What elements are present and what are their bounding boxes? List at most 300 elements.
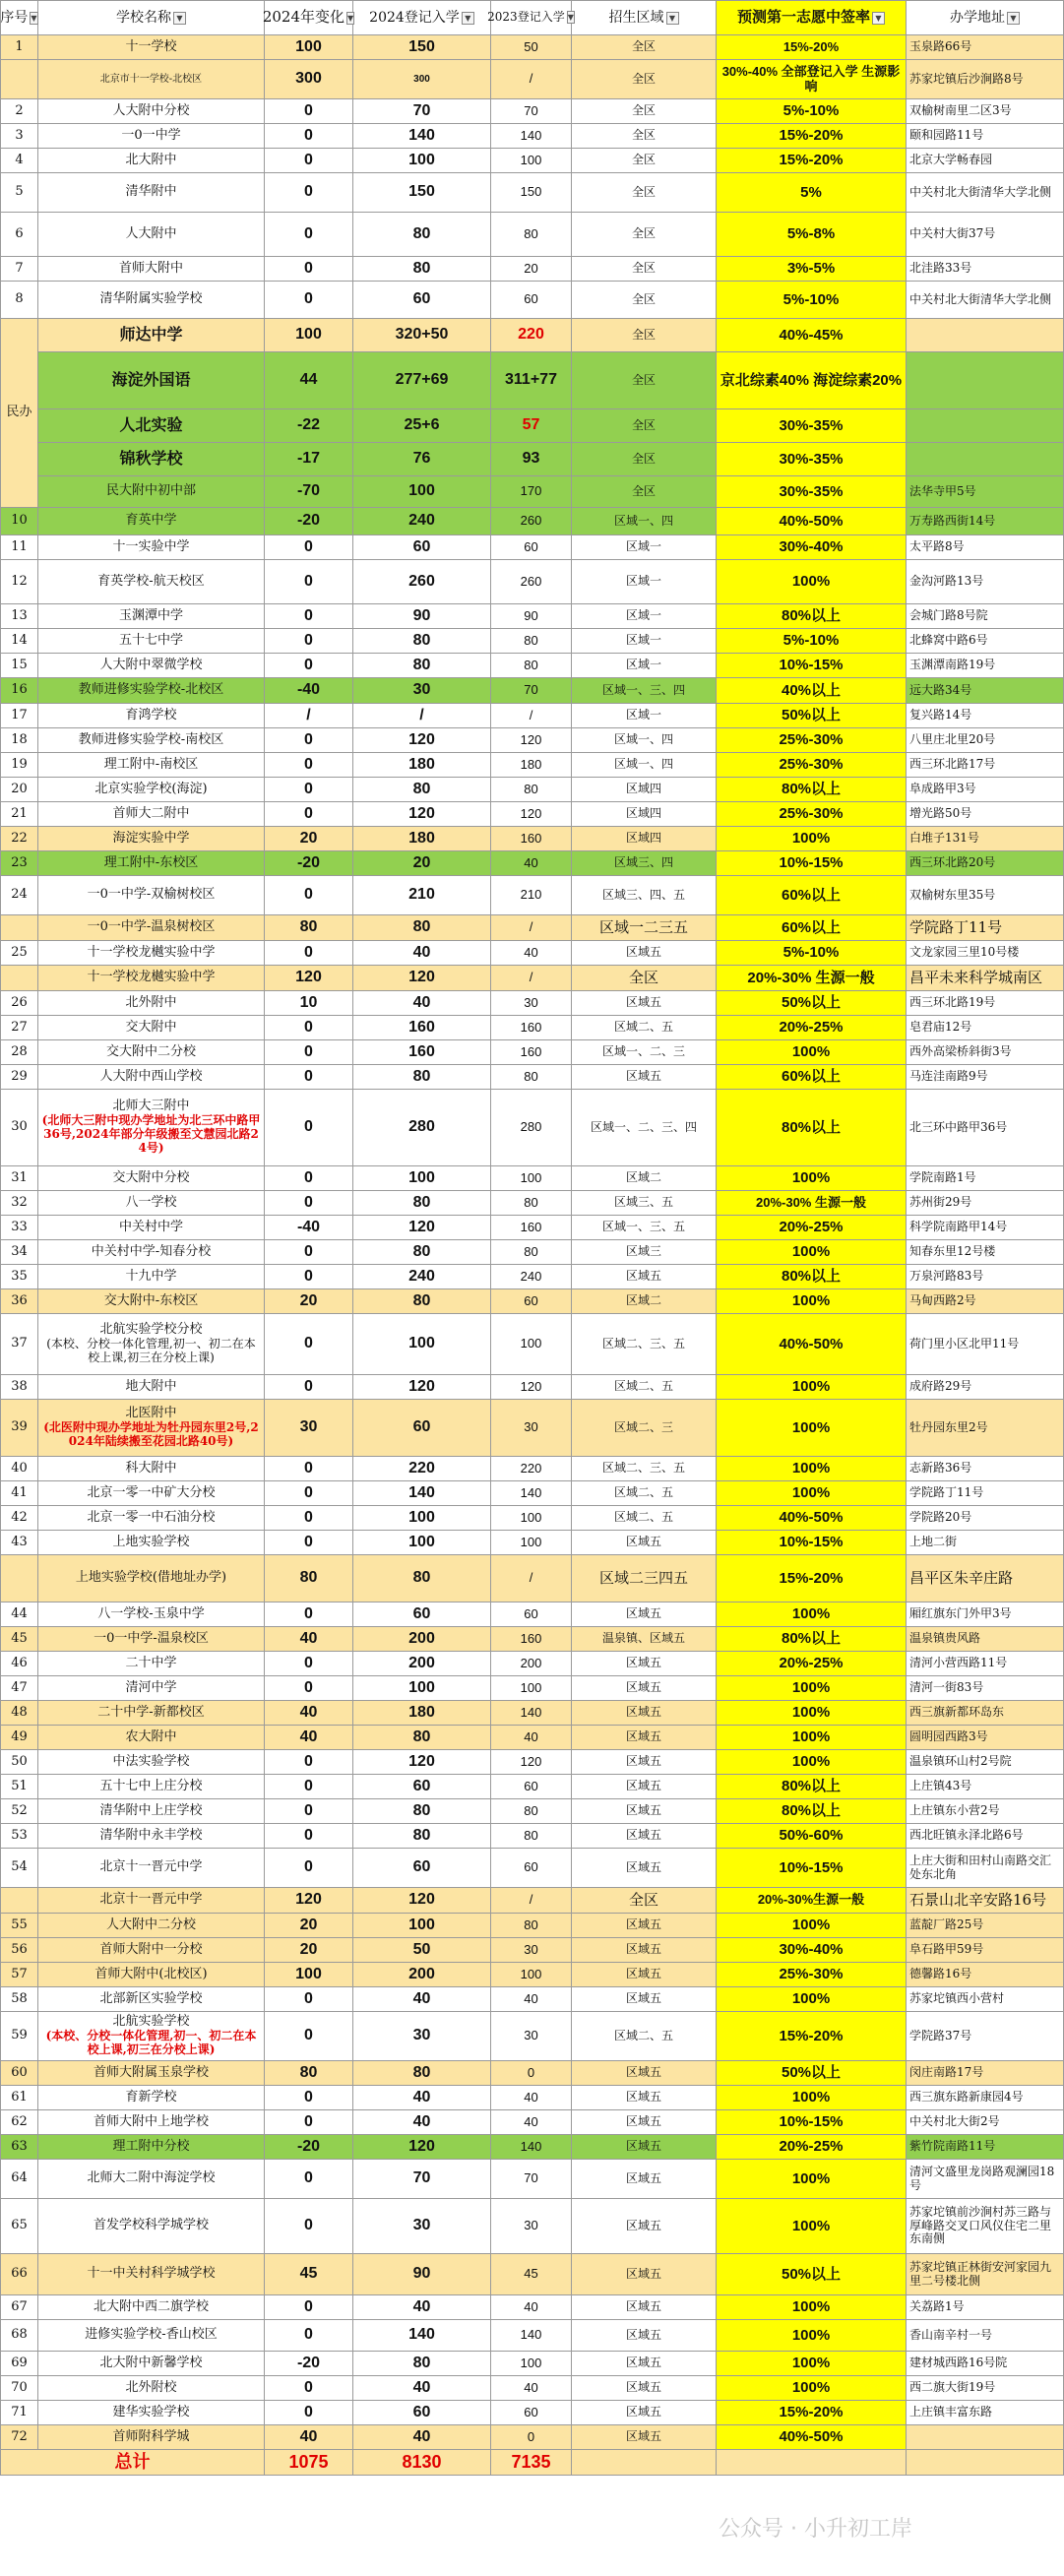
school-address: 学院路20号 bbox=[907, 1506, 1064, 1531]
table-row bbox=[1, 1240, 1064, 1265]
change-2024: 0 bbox=[265, 604, 353, 629]
enroll-2023: 80 bbox=[491, 213, 572, 257]
enroll-2024: 300 bbox=[353, 60, 491, 99]
table-row bbox=[1, 1775, 1064, 1799]
school-name bbox=[38, 2061, 265, 2086]
school-name-text: 建华实验学校 bbox=[112, 2404, 190, 2419]
school-name-text: 首师大附中(北校区) bbox=[94, 1966, 208, 1981]
school-name bbox=[38, 991, 265, 1016]
enroll-2023: 160 bbox=[491, 1040, 572, 1065]
predicted-rate: 25%-30% bbox=[717, 728, 907, 753]
header-2024[interactable]: 2024登记入学 ▼ bbox=[353, 1, 491, 35]
enroll-area: 区域五 bbox=[572, 1676, 717, 1701]
enroll-2023: 70 bbox=[491, 2160, 572, 2199]
enroll-area: 全区 bbox=[572, 409, 717, 443]
enroll-2023: 80 bbox=[491, 1799, 572, 1824]
school-name bbox=[38, 753, 265, 778]
enroll-2024: 90 bbox=[353, 604, 491, 629]
school-name bbox=[38, 1289, 265, 1314]
change-2024: 20 bbox=[265, 1938, 353, 1963]
enroll-2024: 240 bbox=[353, 1265, 491, 1289]
school-address: 北三环中路甲36号 bbox=[907, 1090, 1064, 1166]
predicted-rate: 100% bbox=[717, 560, 907, 604]
enroll-area: 区域一 bbox=[572, 560, 717, 604]
school-name bbox=[38, 173, 265, 213]
filter-dropdown-icon[interactable]: ▼ bbox=[462, 12, 474, 25]
enroll-2024: 60 bbox=[353, 535, 491, 560]
enroll-2024: 150 bbox=[353, 35, 491, 60]
predicted-rate: 30%-35% bbox=[717, 443, 907, 476]
header-rate[interactable]: 预测第一志愿中签率 ▼ bbox=[717, 1, 907, 35]
filter-dropdown-icon[interactable]: ▼ bbox=[347, 13, 354, 23]
enroll-2024: 160 bbox=[353, 1016, 491, 1040]
enroll-2024: 120 bbox=[353, 966, 491, 991]
school-name bbox=[38, 1987, 265, 2012]
table-row bbox=[1, 409, 1064, 443]
change-2024: 0 bbox=[265, 2012, 353, 2061]
enroll-2024: 120 bbox=[353, 728, 491, 753]
enroll-area: 区域二、五 bbox=[572, 1375, 717, 1400]
enroll-2023: 80 bbox=[491, 1065, 572, 1090]
table-row bbox=[1, 476, 1064, 508]
filter-dropdown-icon[interactable]: ▼ bbox=[31, 13, 37, 23]
row-number: 38 bbox=[1, 1375, 38, 1400]
school-note: (北医附中现办学地址为牡丹园东里2号,2024年陆续搬至花园北路40号) bbox=[43, 1420, 259, 1448]
table-row bbox=[1, 827, 1064, 851]
predicted-rate: 100% bbox=[717, 2160, 907, 2199]
row-number: 3 bbox=[1, 124, 38, 149]
school-name bbox=[38, 535, 265, 560]
school-address: 学院路丁11号 bbox=[907, 915, 1064, 941]
row-number: 58 bbox=[1, 1987, 38, 2012]
school-name-text: 理工附中-东校区 bbox=[103, 854, 199, 870]
school-address: 德馨路16号 bbox=[907, 1963, 1064, 1987]
enroll-2024: 70 bbox=[353, 2160, 491, 2199]
row-number: 45 bbox=[1, 1627, 38, 1652]
table-row bbox=[1, 149, 1064, 173]
row-number: 40 bbox=[1, 1457, 38, 1481]
row-number: 50 bbox=[1, 1750, 38, 1775]
row-number: 22 bbox=[1, 827, 38, 851]
row-number: 12 bbox=[1, 560, 38, 604]
school-name-text: 北大附中新馨学校 bbox=[99, 2355, 203, 2370]
enroll-2023: 160 bbox=[491, 827, 572, 851]
table-row bbox=[1, 1824, 1064, 1849]
enroll-2023: 100 bbox=[491, 1314, 572, 1375]
school-name-text: 进修实验学校-香山校区 bbox=[85, 2327, 218, 2343]
change-2024: 20 bbox=[265, 1289, 353, 1314]
enroll-2023: / bbox=[491, 704, 572, 728]
enroll-area: 区域一、二、三、四 bbox=[572, 1090, 717, 1166]
school-name bbox=[38, 1914, 265, 1938]
change-2024: 20 bbox=[265, 1914, 353, 1938]
predicted-rate: 20%-25% bbox=[717, 1016, 907, 1040]
change-2024: 300 bbox=[265, 60, 353, 99]
school-name-text: 八一学校 bbox=[125, 1194, 177, 1210]
change-2024: 45 bbox=[265, 2254, 353, 2295]
row-number: 41 bbox=[1, 1481, 38, 1506]
row-number: 46 bbox=[1, 1652, 38, 1676]
school-name bbox=[38, 1040, 265, 1065]
filter-dropdown-icon[interactable]: ▼ bbox=[1007, 12, 1020, 25]
enroll-area: 区域五 bbox=[572, 1938, 717, 1963]
predicted-rate: 100% bbox=[717, 2199, 907, 2254]
enroll-2023: 100 bbox=[491, 1531, 572, 1555]
row-number bbox=[1, 915, 38, 941]
school-name-text: 交大附中二分校 bbox=[105, 1043, 196, 1059]
change-2024: 0 bbox=[265, 1265, 353, 1289]
header-2023[interactable]: 2023登记入学 ▼ bbox=[491, 1, 572, 35]
enroll-area: 区域二、三 bbox=[572, 1400, 717, 1457]
header-change[interactable]: 2024年变化 ▼ bbox=[265, 1, 353, 35]
enroll-area: 全区 bbox=[572, 319, 717, 352]
table-row bbox=[1, 2110, 1064, 2135]
table-row bbox=[1, 604, 1064, 629]
school-name-text: 教师进修实验学校-北校区 bbox=[78, 682, 224, 698]
enroll-area: 区域五 bbox=[572, 2376, 717, 2401]
change-2024: 30 bbox=[265, 1400, 353, 1457]
school-address bbox=[907, 443, 1064, 476]
table-row bbox=[1, 2295, 1064, 2320]
enroll-2024: 60 bbox=[353, 1849, 491, 1888]
table-row bbox=[1, 35, 1064, 60]
school-name-text: 人大附中翠微学校 bbox=[99, 657, 203, 672]
change-2024: 0 bbox=[265, 728, 353, 753]
table-row bbox=[1, 1065, 1064, 1090]
school-name-text: 二十中学 bbox=[125, 1655, 177, 1670]
school-name bbox=[38, 1726, 265, 1750]
predicted-rate: 100% bbox=[717, 1240, 907, 1265]
school-name-text: 交大附中-东校区 bbox=[103, 1292, 199, 1308]
school-name bbox=[38, 966, 265, 991]
school-address: 双榆树东里35号 bbox=[907, 876, 1064, 915]
predicted-rate: 15%-20% bbox=[717, 35, 907, 60]
row-number bbox=[1, 1555, 38, 1602]
enroll-area: 区域一、三、五 bbox=[572, 1216, 717, 1240]
school-name-text: 首师附科学城 bbox=[112, 2428, 190, 2444]
total-change: 1075 bbox=[265, 2450, 353, 2476]
school-name-text: 育英中学 bbox=[125, 513, 177, 529]
school-name-text: 一0一中学-温泉校区 bbox=[94, 1630, 209, 1646]
school-address: 温泉镇环山村2号院 bbox=[907, 1750, 1064, 1775]
change-2024: 0 bbox=[265, 2295, 353, 2320]
min-group-label: 民办 bbox=[1, 319, 38, 508]
table-row bbox=[1, 678, 1064, 704]
enroll-2024: 80 bbox=[353, 778, 491, 802]
table-row bbox=[1, 629, 1064, 654]
enroll-2023: 260 bbox=[491, 508, 572, 535]
school-address: 西北旺镇永泽北路6号 bbox=[907, 1824, 1064, 1849]
total-2024: 8130 bbox=[353, 2450, 491, 2476]
row-number: 17 bbox=[1, 704, 38, 728]
school-name bbox=[38, 2086, 265, 2110]
enroll-2024: 80 bbox=[353, 1824, 491, 1849]
row-number: 59 bbox=[1, 2012, 38, 2061]
enroll-area: 区域五 bbox=[572, 1824, 717, 1849]
enroll-2024: 100 bbox=[353, 1531, 491, 1555]
table-row bbox=[1, 2401, 1064, 2425]
enroll-2023: 160 bbox=[491, 1016, 572, 1040]
row-number: 28 bbox=[1, 1040, 38, 1065]
row-number: 25 bbox=[1, 941, 38, 966]
school-address: 增光路50号 bbox=[907, 802, 1064, 827]
predicted-rate: 100% bbox=[717, 2086, 907, 2110]
predicted-rate: 80%以上 bbox=[717, 1265, 907, 1289]
enroll-2023: 40 bbox=[491, 2295, 572, 2320]
predicted-rate: 100% bbox=[717, 1289, 907, 1314]
enroll-area: 全区 bbox=[572, 149, 717, 173]
enroll-2024: 80 bbox=[353, 1726, 491, 1750]
enroll-2023: 240 bbox=[491, 1265, 572, 1289]
table-row bbox=[1, 2135, 1064, 2160]
filter-dropdown-icon[interactable]: ▼ bbox=[666, 12, 679, 25]
school-name-text: 育英学校-航天校区 bbox=[97, 573, 205, 589]
school-name-text: 十一实验中学 bbox=[112, 538, 190, 554]
school-name bbox=[38, 2295, 265, 2320]
predicted-rate: 80%以上 bbox=[717, 604, 907, 629]
table-row bbox=[1, 1726, 1064, 1750]
school-name-text: 理工附中-南校区 bbox=[103, 756, 199, 772]
table-row bbox=[1, 2352, 1064, 2376]
enroll-area: 全区 bbox=[572, 99, 717, 124]
school-name-text: 育鸿学校 bbox=[125, 707, 177, 723]
header-address[interactable]: 办学地址 ▼ bbox=[907, 1, 1064, 35]
school-name bbox=[38, 282, 265, 319]
change-2024: 0 bbox=[265, 1314, 353, 1375]
enroll-2024: 80 bbox=[353, 654, 491, 678]
enroll-area: 区域五 bbox=[572, 1065, 717, 1090]
school-address: 香山南辛村一号 bbox=[907, 2320, 1064, 2352]
school-name bbox=[38, 2401, 265, 2425]
school-name-text: 首师大附中一分校 bbox=[99, 1941, 203, 1957]
change-2024: 0 bbox=[265, 535, 353, 560]
school-name-text: 人大附中分校 bbox=[112, 102, 190, 118]
school-name-text: 首发学校科学城学校 bbox=[93, 2218, 209, 2233]
enroll-2023: 60 bbox=[491, 1289, 572, 1314]
school-address: 闵庄南路17号 bbox=[907, 2061, 1064, 2086]
change-2024: 0 bbox=[265, 124, 353, 149]
enroll-area: 全区 bbox=[572, 257, 717, 282]
table-row bbox=[1, 99, 1064, 124]
row-number: 35 bbox=[1, 1265, 38, 1289]
header-area[interactable]: 招生区域 ▼ bbox=[572, 1, 717, 35]
predicted-rate: 10%-15% bbox=[717, 1849, 907, 1888]
enroll-area: 区域五 bbox=[572, 1750, 717, 1775]
change-2024: -22 bbox=[265, 409, 353, 443]
row-number: 21 bbox=[1, 802, 38, 827]
enroll-area: 区域五 bbox=[572, 1799, 717, 1824]
enroll-area: 区域三 bbox=[572, 1240, 717, 1265]
predicted-rate: 60%以上 bbox=[717, 1065, 907, 1090]
table-row bbox=[1, 1602, 1064, 1627]
change-2024: 0 bbox=[265, 2401, 353, 2425]
school-name bbox=[38, 1701, 265, 1726]
school-address: 温泉镇贵风路 bbox=[907, 1627, 1064, 1652]
table-row bbox=[1, 876, 1064, 915]
school-name bbox=[38, 1750, 265, 1775]
change-2024: 0 bbox=[265, 1375, 353, 1400]
enroll-2024: 100 bbox=[353, 476, 491, 508]
enroll-2023: 170 bbox=[491, 476, 572, 508]
school-name bbox=[38, 827, 265, 851]
enroll-area: 区域五 bbox=[572, 1602, 717, 1627]
change-2024: 0 bbox=[265, 2086, 353, 2110]
enroll-area: 区域五 bbox=[572, 2110, 717, 2135]
school-address: 苏家坨镇西小营村 bbox=[907, 1987, 1064, 2012]
total-empty-cell bbox=[717, 2450, 907, 2476]
table-row bbox=[1, 173, 1064, 213]
school-name-text: 中关村中学-知春分校 bbox=[91, 1243, 212, 1259]
school-note: (本校、分校一体化管理,初一、初二在本校上课,初三在分校上课) bbox=[46, 1337, 256, 1364]
change-2024: 0 bbox=[265, 1775, 353, 1799]
row-number: 13 bbox=[1, 604, 38, 629]
predicted-rate: 40%以上 bbox=[717, 678, 907, 704]
enroll-2023: 40 bbox=[491, 1987, 572, 2012]
enroll-2024: / bbox=[353, 704, 491, 728]
table-row bbox=[1, 966, 1064, 991]
enroll-2023: 120 bbox=[491, 728, 572, 753]
enroll-2024: 80 bbox=[353, 257, 491, 282]
school-name bbox=[38, 778, 265, 802]
enroll-area: 区域一、四 bbox=[572, 508, 717, 535]
row-number: 24 bbox=[1, 876, 38, 915]
predicted-rate: 20%-25% bbox=[717, 1216, 907, 1240]
change-2024: 0 bbox=[265, 1016, 353, 1040]
school-name-text: 锦秋学校 bbox=[119, 449, 183, 469]
school-name-text: 北大附中 bbox=[125, 152, 177, 167]
school-name-text: 上地实验学校(借地址办学) bbox=[75, 1570, 227, 1586]
school-name-text: 北京十一晋元中学 bbox=[99, 1859, 203, 1875]
school-name-text: 海淀外国语 bbox=[111, 370, 191, 390]
change-2024: 100 bbox=[265, 35, 353, 60]
enroll-2024: 25+6 bbox=[353, 409, 491, 443]
school-address: 西三环北路19号 bbox=[907, 991, 1064, 1016]
school-address: 会城门路8号院 bbox=[907, 604, 1064, 629]
change-2024: -20 bbox=[265, 508, 353, 535]
table-row bbox=[1, 753, 1064, 778]
table-row bbox=[1, 851, 1064, 876]
table-row bbox=[1, 1849, 1064, 1888]
enroll-2023: 45 bbox=[491, 2254, 572, 2295]
enroll-2023: / bbox=[491, 966, 572, 991]
header-school[interactable]: 学校名称 ▼ bbox=[38, 1, 265, 35]
school-name bbox=[38, 257, 265, 282]
enroll-area: 区域三、四 bbox=[572, 851, 717, 876]
predicted-rate: 100% bbox=[717, 1457, 907, 1481]
row-number: 56 bbox=[1, 1938, 38, 1963]
enroll-area: 区域五 bbox=[572, 2135, 717, 2160]
total-empty-cell bbox=[572, 2450, 717, 2476]
school-name-text: 十一中关村科学城学校 bbox=[87, 2266, 216, 2282]
enroll-2023: 80 bbox=[491, 654, 572, 678]
header-no[interactable]: 序号 ▼ bbox=[1, 1, 38, 35]
school-name-text: 师达中学 bbox=[119, 325, 183, 345]
enroll-2023: 100 bbox=[491, 2352, 572, 2376]
table-row bbox=[1, 991, 1064, 1016]
predicted-rate: 100% bbox=[717, 1914, 907, 1938]
enroll-2024: 20 bbox=[353, 851, 491, 876]
school-address: 万泉河路83号 bbox=[907, 1265, 1064, 1289]
predicted-rate: 100% bbox=[717, 1400, 907, 1457]
table-row bbox=[1, 1289, 1064, 1314]
change-2024: 0 bbox=[265, 1849, 353, 1888]
school-name bbox=[38, 1016, 265, 1040]
school-name bbox=[38, 876, 265, 915]
enroll-2024: 60 bbox=[353, 1602, 491, 1627]
school-name bbox=[38, 2376, 265, 2401]
school-name-text: 农大附中 bbox=[125, 1728, 177, 1744]
table-row bbox=[1, 915, 1064, 941]
enroll-2023: 140 bbox=[491, 124, 572, 149]
predicted-rate: 3%-5% bbox=[717, 257, 907, 282]
table-row bbox=[1, 1627, 1064, 1652]
row-number: 71 bbox=[1, 2401, 38, 2425]
row-number bbox=[1, 60, 38, 99]
school-name-text: 北大附中西二旗学校 bbox=[93, 2298, 209, 2314]
school-name-text: 五十七中上庄分校 bbox=[99, 1778, 203, 1793]
enroll-2023: 100 bbox=[491, 1676, 572, 1701]
filter-dropdown-icon[interactable]: ▼ bbox=[872, 12, 885, 25]
table-row bbox=[1, 1016, 1064, 1040]
predicted-rate: 5%-8% bbox=[717, 213, 907, 257]
school-name bbox=[38, 1506, 265, 1531]
school-name-text: 十一学校龙樾实验中学 bbox=[87, 970, 216, 985]
enroll-2024: 70 bbox=[353, 99, 491, 124]
table-row bbox=[1, 319, 1064, 352]
school-name bbox=[38, 1216, 265, 1240]
school-name bbox=[38, 1065, 265, 1090]
enroll-2024: 76 bbox=[353, 443, 491, 476]
school-address: 法华寺甲5号 bbox=[907, 476, 1064, 508]
enroll-area: 区域五 bbox=[572, 1963, 717, 1987]
enroll-2023: 280 bbox=[491, 1090, 572, 1166]
enroll-area: 区域二 bbox=[572, 1289, 717, 1314]
change-2024: 44 bbox=[265, 352, 353, 409]
table-row bbox=[1, 257, 1064, 282]
predicted-rate: 100% bbox=[717, 1701, 907, 1726]
enroll-area: 温泉镇、区域五 bbox=[572, 1627, 717, 1652]
enroll-area: 区域五 bbox=[572, 2254, 717, 2295]
change-2024: -20 bbox=[265, 851, 353, 876]
school-address: 中关村北大街清华大学北侧 bbox=[907, 173, 1064, 213]
predicted-rate: 60%以上 bbox=[717, 915, 907, 941]
school-name bbox=[38, 1888, 265, 1914]
enroll-2023: 70 bbox=[491, 99, 572, 124]
row-number: 30 bbox=[1, 1090, 38, 1166]
enroll-area: 区域五 bbox=[572, 2086, 717, 2110]
row-number: 51 bbox=[1, 1775, 38, 1799]
school-note: (本校、分校一体化管理,初一、初二在本校上课,初三在分校上课) bbox=[45, 2029, 257, 2056]
school-name bbox=[38, 213, 265, 257]
enroll-area: 区域二、五 bbox=[572, 1506, 717, 1531]
enroll-area: 区域五 bbox=[572, 1914, 717, 1938]
change-2024: 0 bbox=[265, 753, 353, 778]
row-number: 43 bbox=[1, 1531, 38, 1555]
school-name-text: 上地实验学校 bbox=[112, 1534, 190, 1549]
filter-dropdown-icon[interactable]: ▼ bbox=[567, 13, 574, 23]
filter-dropdown-icon[interactable]: ▼ bbox=[173, 12, 186, 25]
change-2024: 0 bbox=[265, 654, 353, 678]
school-address: 石景山北辛安路16号 bbox=[907, 1888, 1064, 1914]
total-row bbox=[1, 2450, 1064, 2476]
school-address: 上庄大街和田村山南路交汇处东北角 bbox=[907, 1849, 1064, 1888]
change-2024: 0 bbox=[265, 1602, 353, 1627]
enroll-area: 区域一、二、三 bbox=[572, 1040, 717, 1065]
row-number: 63 bbox=[1, 2135, 38, 2160]
change-2024: 40 bbox=[265, 1726, 353, 1750]
enroll-area: 区域五 bbox=[572, 1849, 717, 1888]
table-row bbox=[1, 1531, 1064, 1555]
